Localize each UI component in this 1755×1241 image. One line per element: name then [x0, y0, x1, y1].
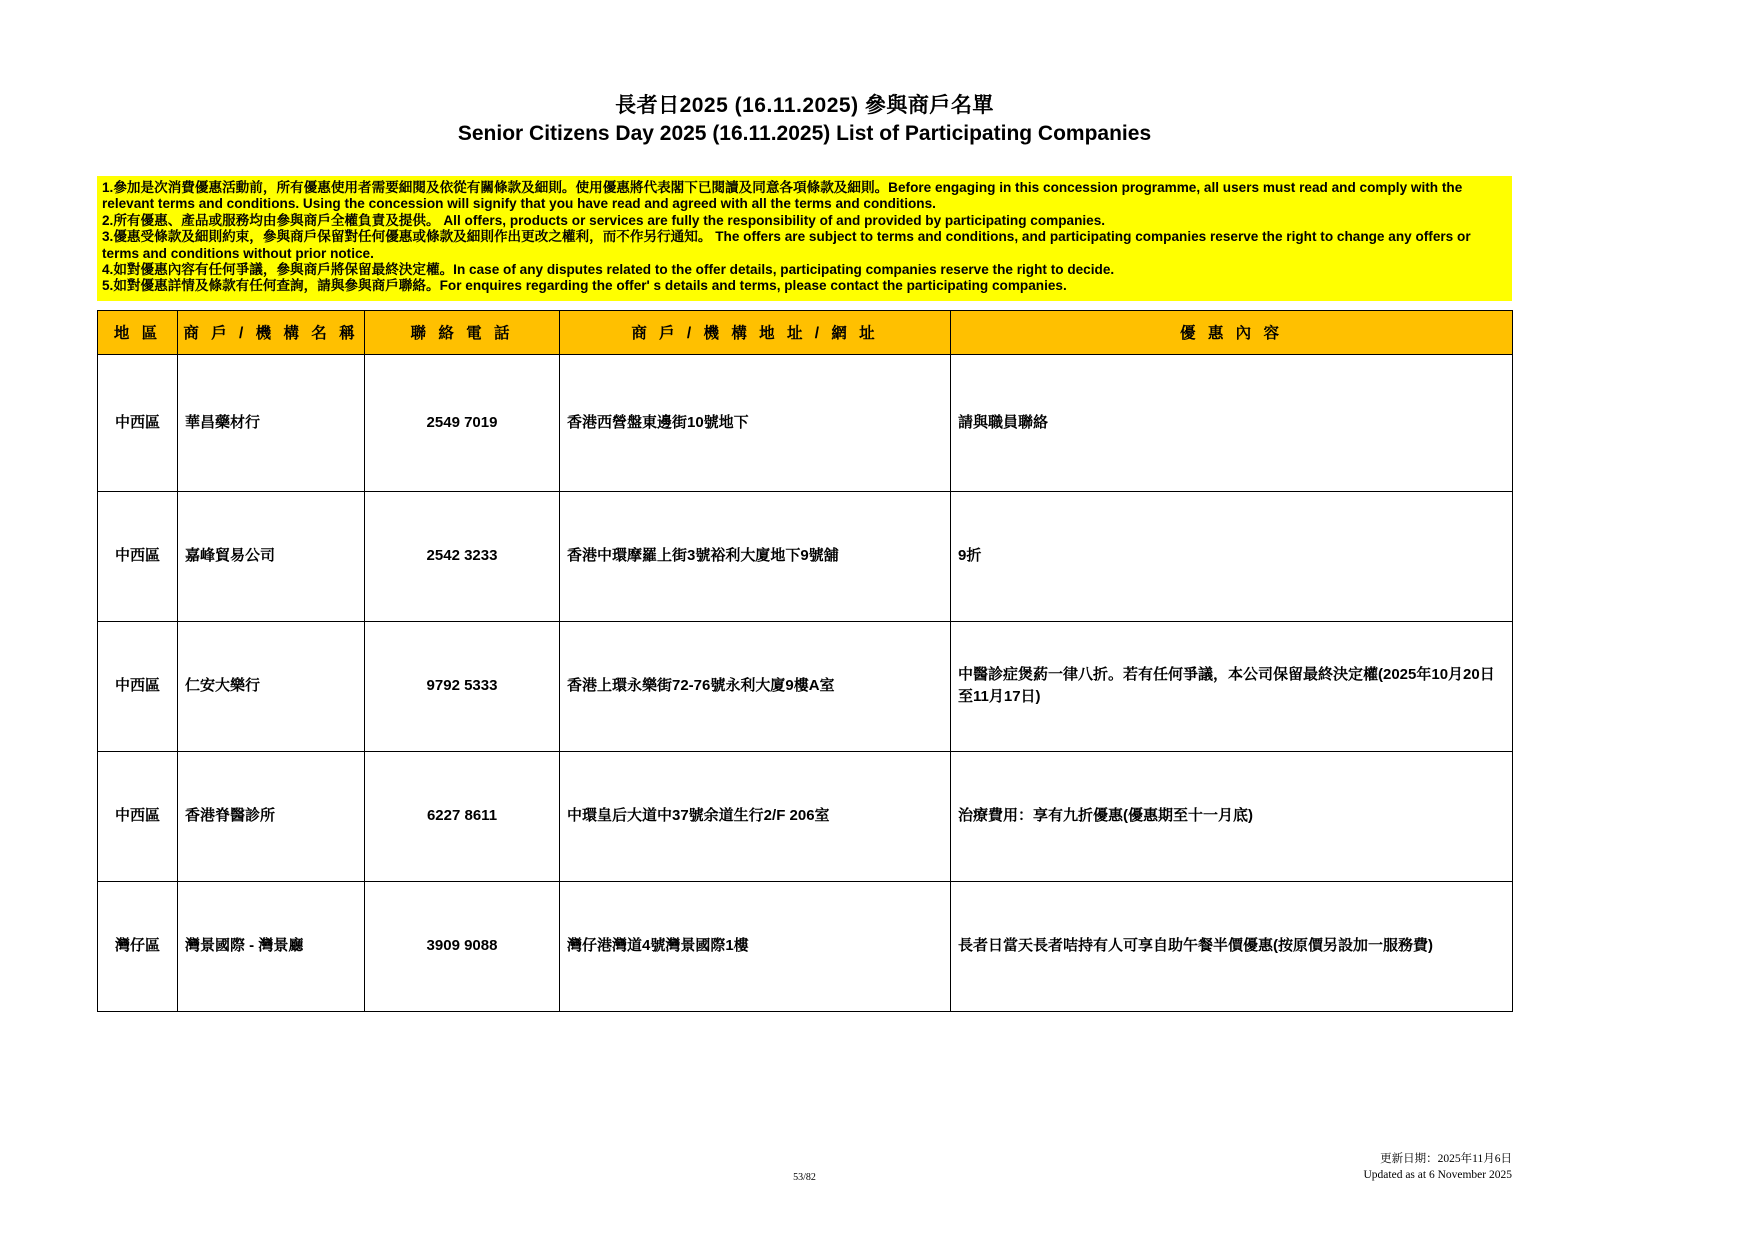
- update-date-block: [1363, 1152, 1512, 1183]
- cell-company-name: 灣景國際 - 灣景廳: [178, 881, 365, 1011]
- column-header-company-name: 商 戶 / 機 構 名 稱: [178, 310, 365, 354]
- update-date-chinese: 更新日期：2025年11月6日: [1380, 1153, 1512, 1165]
- cell-address: 香港中環摩羅上街3號裕利大廈地下9號舖: [560, 491, 951, 621]
- table-row: [98, 881, 1513, 1011]
- table-row: [98, 621, 1513, 751]
- table-row: [98, 751, 1513, 881]
- notice-item-5: 5.如對優惠詳情及條款有任何查詢，請與參與商戶聯絡。For enquires regarding the offer' s details and terms, please contact the participating companies.: [102, 278, 1067, 294]
- cell-district: 灣仔區: [98, 881, 178, 1011]
- cell-offer: 9折: [951, 491, 1513, 621]
- page-number: 53/82: [793, 1172, 816, 1183]
- cell-offer: 治療費用：享有九折優惠(優惠期至十一月底): [951, 751, 1513, 881]
- cell-company-name: 嘉峰貿易公司: [178, 491, 365, 621]
- cell-offer: 長者日當天長者咭持有人可享自助午餐半價優惠(按原價另設加一服務費): [951, 881, 1513, 1011]
- column-header-district: 地 區: [98, 310, 178, 354]
- cell-phone: 2549 7019: [365, 354, 560, 491]
- cell-address: 香港西營盤東邊街10號地下: [560, 354, 951, 491]
- column-header-offer: 優 惠 內 容: [951, 310, 1513, 354]
- page-title-chinese: 長者日2025 (16.11.2025) 參與商戶名單: [615, 94, 994, 117]
- content-area: [97, 0, 1512, 1012]
- page-title-english: Senior Citizens Day 2025 (16.11.2025) List of Participating Companies: [457, 122, 1152, 145]
- table-row: [98, 354, 1513, 491]
- cell-phone: 2542 3233: [365, 491, 560, 621]
- table-header-row: [98, 310, 1513, 354]
- cell-district: 中西區: [98, 491, 178, 621]
- cell-offer: 中醫診症煲葯一律八折。若有任何爭議，本公司保留最終決定權(2025年10月20日至11月17日): [951, 621, 1513, 751]
- column-header-address: 商 戶 / 機 構 地 址 / 網 址: [560, 310, 951, 354]
- cell-company-name: 華昌藥材行: [178, 354, 365, 491]
- notice-item-2: 2.所有優惠、產品或服務均由參與商戶全權負責及提供。 All offers, products or services are fully the responsibility of and provided by participating companies.: [102, 212, 1106, 228]
- notice-item-3: 3.優惠受條款及細則約束，參與商戶保留對任何優惠或條款及細則作出更改之權利，而不作另行通知。 The offers are subject to terms and conditions, and participating companies reserve the right to change any offers or terms and conditions without prior notice.: [102, 229, 1471, 261]
- cell-phone: 3909 9088: [365, 881, 560, 1011]
- cell-phone: 6227 8611: [365, 751, 560, 881]
- table-row: [98, 491, 1513, 621]
- cell-address: 中環皇后大道中37號余道生行2/F 206室: [560, 751, 951, 881]
- cell-company-name: 香港脊醫診所: [178, 751, 365, 881]
- column-header-phone: 聯 絡 電 話: [365, 310, 560, 354]
- cell-phone: 9792 5333: [365, 621, 560, 751]
- cell-district: 中西區: [98, 621, 178, 751]
- cell-district: 中西區: [98, 354, 178, 491]
- participating-companies-table: [97, 310, 1513, 1012]
- notice-item-1: 1.參加是次消費優惠活動前，所有優惠使用者需要細閱及依從有關條款及細則。使用優惠將代表閣下已閱讀及同意各項條款及細則。Before engaging in this concession programme, all users must read and comply with the relevant terms and conditions. Using the concession will signify that you have read and agreed with all the terms and conditions.: [102, 180, 1463, 212]
- update-date-english: Updated as at 6 November 2025: [1363, 1168, 1512, 1181]
- cell-address: 香港上環永樂街72-76號永利大廈9樓A室: [560, 621, 951, 751]
- terms-and-conditions-notice: [97, 176, 1512, 301]
- title-block: [97, 92, 1512, 147]
- cell-company-name: 仁安大樂行: [178, 621, 365, 751]
- cell-district: 中西區: [98, 751, 178, 881]
- cell-address: 灣仔港灣道4號灣景國際1樓: [560, 881, 951, 1011]
- cell-offer: 請與職員聯絡: [951, 354, 1513, 491]
- notice-item-4: 4.如對優惠內容有任何爭議，參與商戶將保留最終決定權。In case of any disputes related to the offer details, participating companies reserve the right to decide.: [102, 262, 1115, 278]
